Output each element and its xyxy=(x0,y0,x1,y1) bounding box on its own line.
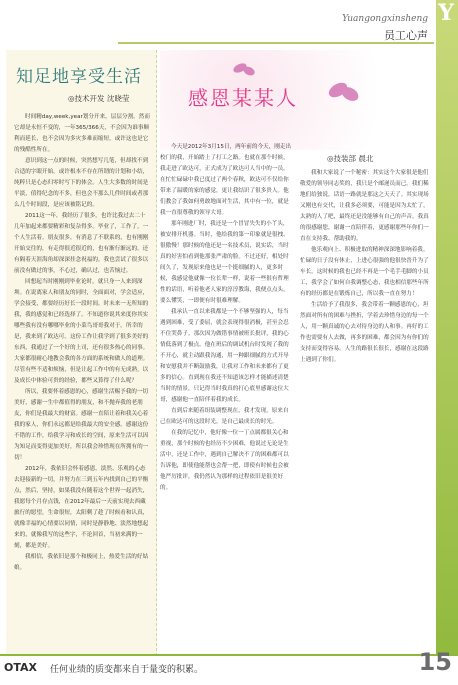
header-chinese: 员工心声 xyxy=(384,29,428,42)
footer-bar xyxy=(0,648,458,685)
article1-author: ◎技术开发 沈晓莹 xyxy=(68,94,130,103)
article1-paragraph: 时间精day,week,year划分开来，层层分割。然而它却是永恒不变的，一年365/366天，不会因为谁事顺利而延长，也不会因为多灾多难而缩短，或许这也是它的残酷性所在。 xyxy=(14,114,150,153)
article1-paragraph: 所以，我要怀着感恩的心，感谢生活赐予我的一切美好，感谢一生中都值得的朋友，和不抛弃我的老朋友，你们是我最大的财富。感谢一直陪让着和我关心着我的家人，你们永远都是给我最大的安全感。感谢这份不错的工作，给我学习和成长的空间，原来生活可以因为知足而变得更加美好，所以我会珍惜现在所拥有的一切！ xyxy=(14,389,149,461)
article2-paragraph: 今天是2012年3月15日，两年前的今天，刚走出校门的我，开始踏上了打工之路。也就在那个时候，我走进了欧达可，正式成为了欧达可人当中的一员。在忙忙碌碌中我已度过了两个春秋，欧达可不仅给你带来了温暖的家的感觉，更让我结识了很多贵人。他们教会了我如何勇敢地面对生活，其中有一位，就是我一直很尊敬的领导大哥。 xyxy=(160,144,292,216)
article1-paragraph: 我相信，我依旧是那个和极同上，热爱生活的好姑娘。 xyxy=(14,554,149,571)
article1-paragraph: 2011这一年，我经历了很多，也许比我过去二十几年加起来都要精彩和复杂得多。毕业了，工作了，一个人生活着。朋友很多，有消息了不联系的，也有刚刚开始交往的，有走得很近很近的，也有渐行渐远的。还有隔着天涯海角却深深挂念祝福的。我也尝试了很多以前没有做过的事，不心过，确认过，也苦恼过。 xyxy=(14,213,149,274)
article2-paragraph: 我和大家说了一个秘密：其实这个大家很是他们敬爱的领导同志奖的，我只是个邮递员而已。我们稀地们给独说，话语一路就是那这之天天了。其实现场又刚也有交代，让我多必须要，可能是因为太忙了，太熟的人了吧，最终还是没能够有自己的声音。我真的很感谢您，谢谢一直陪伴着，更感谢那些年你们一直在支持我、帮助我的。 xyxy=(300,170,429,242)
article1-paragraph: 回想起当时刚刚到毕业论时，就只身一人来到深圳。在说离家人和朋友的同时，全面面对，学会适应，学会接受，都要经历好长一段时间。时未来一无所知的我，我的感觉和已经选择了。不知道你说其来度你其实哪些我有没有哪哪毕业的小菜鸟哥哥我对于。所幸的是，我来到了欧达可。这份工作让我学到了很多美好的东西，我通过了一个好的上司，还有很多热心的同事。大家都很耐心地教会我的各方面的系统和做人的道理。尽管有些不适和烦恼，但是让起工作中的有无成熟，以及成长中体验可贵的经验，都些又算得了什么呢？ xyxy=(14,279,149,384)
footer-logo: OTAX xyxy=(4,661,37,674)
article2-paragraph: 我承认一直以来我都是一个不够坚强的人，每当遇到困难，受了委屈，就会表现得很消极，甚至会忍不住哭鼻子。那次因为做错事情被班长批评，我的心情低落到了极点。他在班后的调试机台时发现了我的不开心，就主动跟我沟通，用一种跟细腻的方式开导和安慰我并不断鼓励我，让我对工作和未来都有了更多的信心。直到现在我还不知道该怎样才能描述清楚当时的情景，只记得当时我真的打心底里感谢这位大哥，感谢他一直陪伴着我的成长。 xyxy=(160,309,289,403)
footer-tagline: 任何业绩的质变都来自于量变的积累。 xyxy=(50,665,204,675)
article2-paragraph: 他乐观向上、积极进取的精神深深地影响着我。忙碌的日子没有休止，上进心很强的他很快晋升为了车长。这时候的我也已经不再是一个毛手毛脚的小员工，我学会了如何自我调整心态，我也相信那些年所有的经历都是在锻炼自己，所以我一直在努力！ xyxy=(300,247,429,297)
article2-paragraph: 那年刚进厂时，我还是一个冒冒失失的小丫头，被安排开机器。当时，他给我的第一印象就是很拽、很傲慢！那时候的他还是一名技术员，说实话，当时真的好害怕看到他那张严肃的脸。不过还好，相处时间久了，发现原来他也是一个挺细腻的人，更多时候，我感觉他就像一位长辈一样，说着一些很有哲理性的话语，听着他老人家的淳淳教诲，我便点点头，要么懂笑，一即便有时很难理解。 xyxy=(160,221,289,304)
article2-author: ◎技装部 晨北 xyxy=(327,154,374,163)
page-sideband xyxy=(436,0,458,685)
article2-title: 感恩某某人 xyxy=(188,86,298,110)
corner-letter: Y xyxy=(438,0,454,26)
article1-paragraph: 意识到这一点的时候，突然想写几笔，但却找不到合适的字眼开始。或许根本不存在所谓的计划和小结，纯粹只是心态归零时写下的体会。人生大多数的时间是平淡，值得纪念的不多，但也会不那么几件时间或者那么几个时间段，是应该被铭记的。 xyxy=(14,158,149,208)
article1-body xyxy=(14,112,150,574)
article2-paragraph: 直到后来随着组装调整现在，我才发现，原来自己在欧达可的这段时光，是自己最成长的时光。 xyxy=(160,408,289,425)
header-english: Yuangongxinsheng xyxy=(342,14,428,24)
header-rule xyxy=(118,42,434,44)
article2-paragraph: 生活给予了我很多，我会带着一颗感恩的心，坦然面对所有的困难与挫折，学着去珍惜身边的每一个人，用一颗真诚的心去对待身边的人和事。再好的工作也需要有人去做，再多的困难，都会因为有你们的支持而变得容易。人生的路很长很长，感谢在这段路上遇到了你们。 xyxy=(300,302,429,363)
article1-title: 知足地享受生活 xyxy=(16,67,142,87)
article1-column xyxy=(6,50,157,656)
article2-right-text xyxy=(300,168,432,558)
article2-paragraph: 在我的记忆中，他好像一位一丁点属都很关心和重视，那个时候的也经历不少困难，他说过无论是生活中，还是工作中，遇到自己解决不了的困难都可以告诉他，即使他能帮也会帮一把，即使有时候也会被他严厉批评，我仍然认为那样的过程依旧是很美好的。 xyxy=(160,430,289,491)
article1-paragraph: 2012年，我依旧会怀着感恩，淡然、乐观的心态去迎接新的一切，并努力在三到五年内找到自己的平衡点，然后，坚持，如果我没有随着这个世界一起消失，我愿每个月存点钱，在2012年最后一天前实现去西藏旅行的愿望，生命很短，太阳剩了趁了时候看和认真，就像幸福的心情要以同情，同时是静静地、淡然地想起来的，就像我写的这些字，不论回首，当初来满的一刻，都是美好。 xyxy=(14,466,149,549)
article2-left-text xyxy=(160,142,293,647)
page-number: 15 xyxy=(418,648,452,676)
article2-column xyxy=(160,50,430,656)
